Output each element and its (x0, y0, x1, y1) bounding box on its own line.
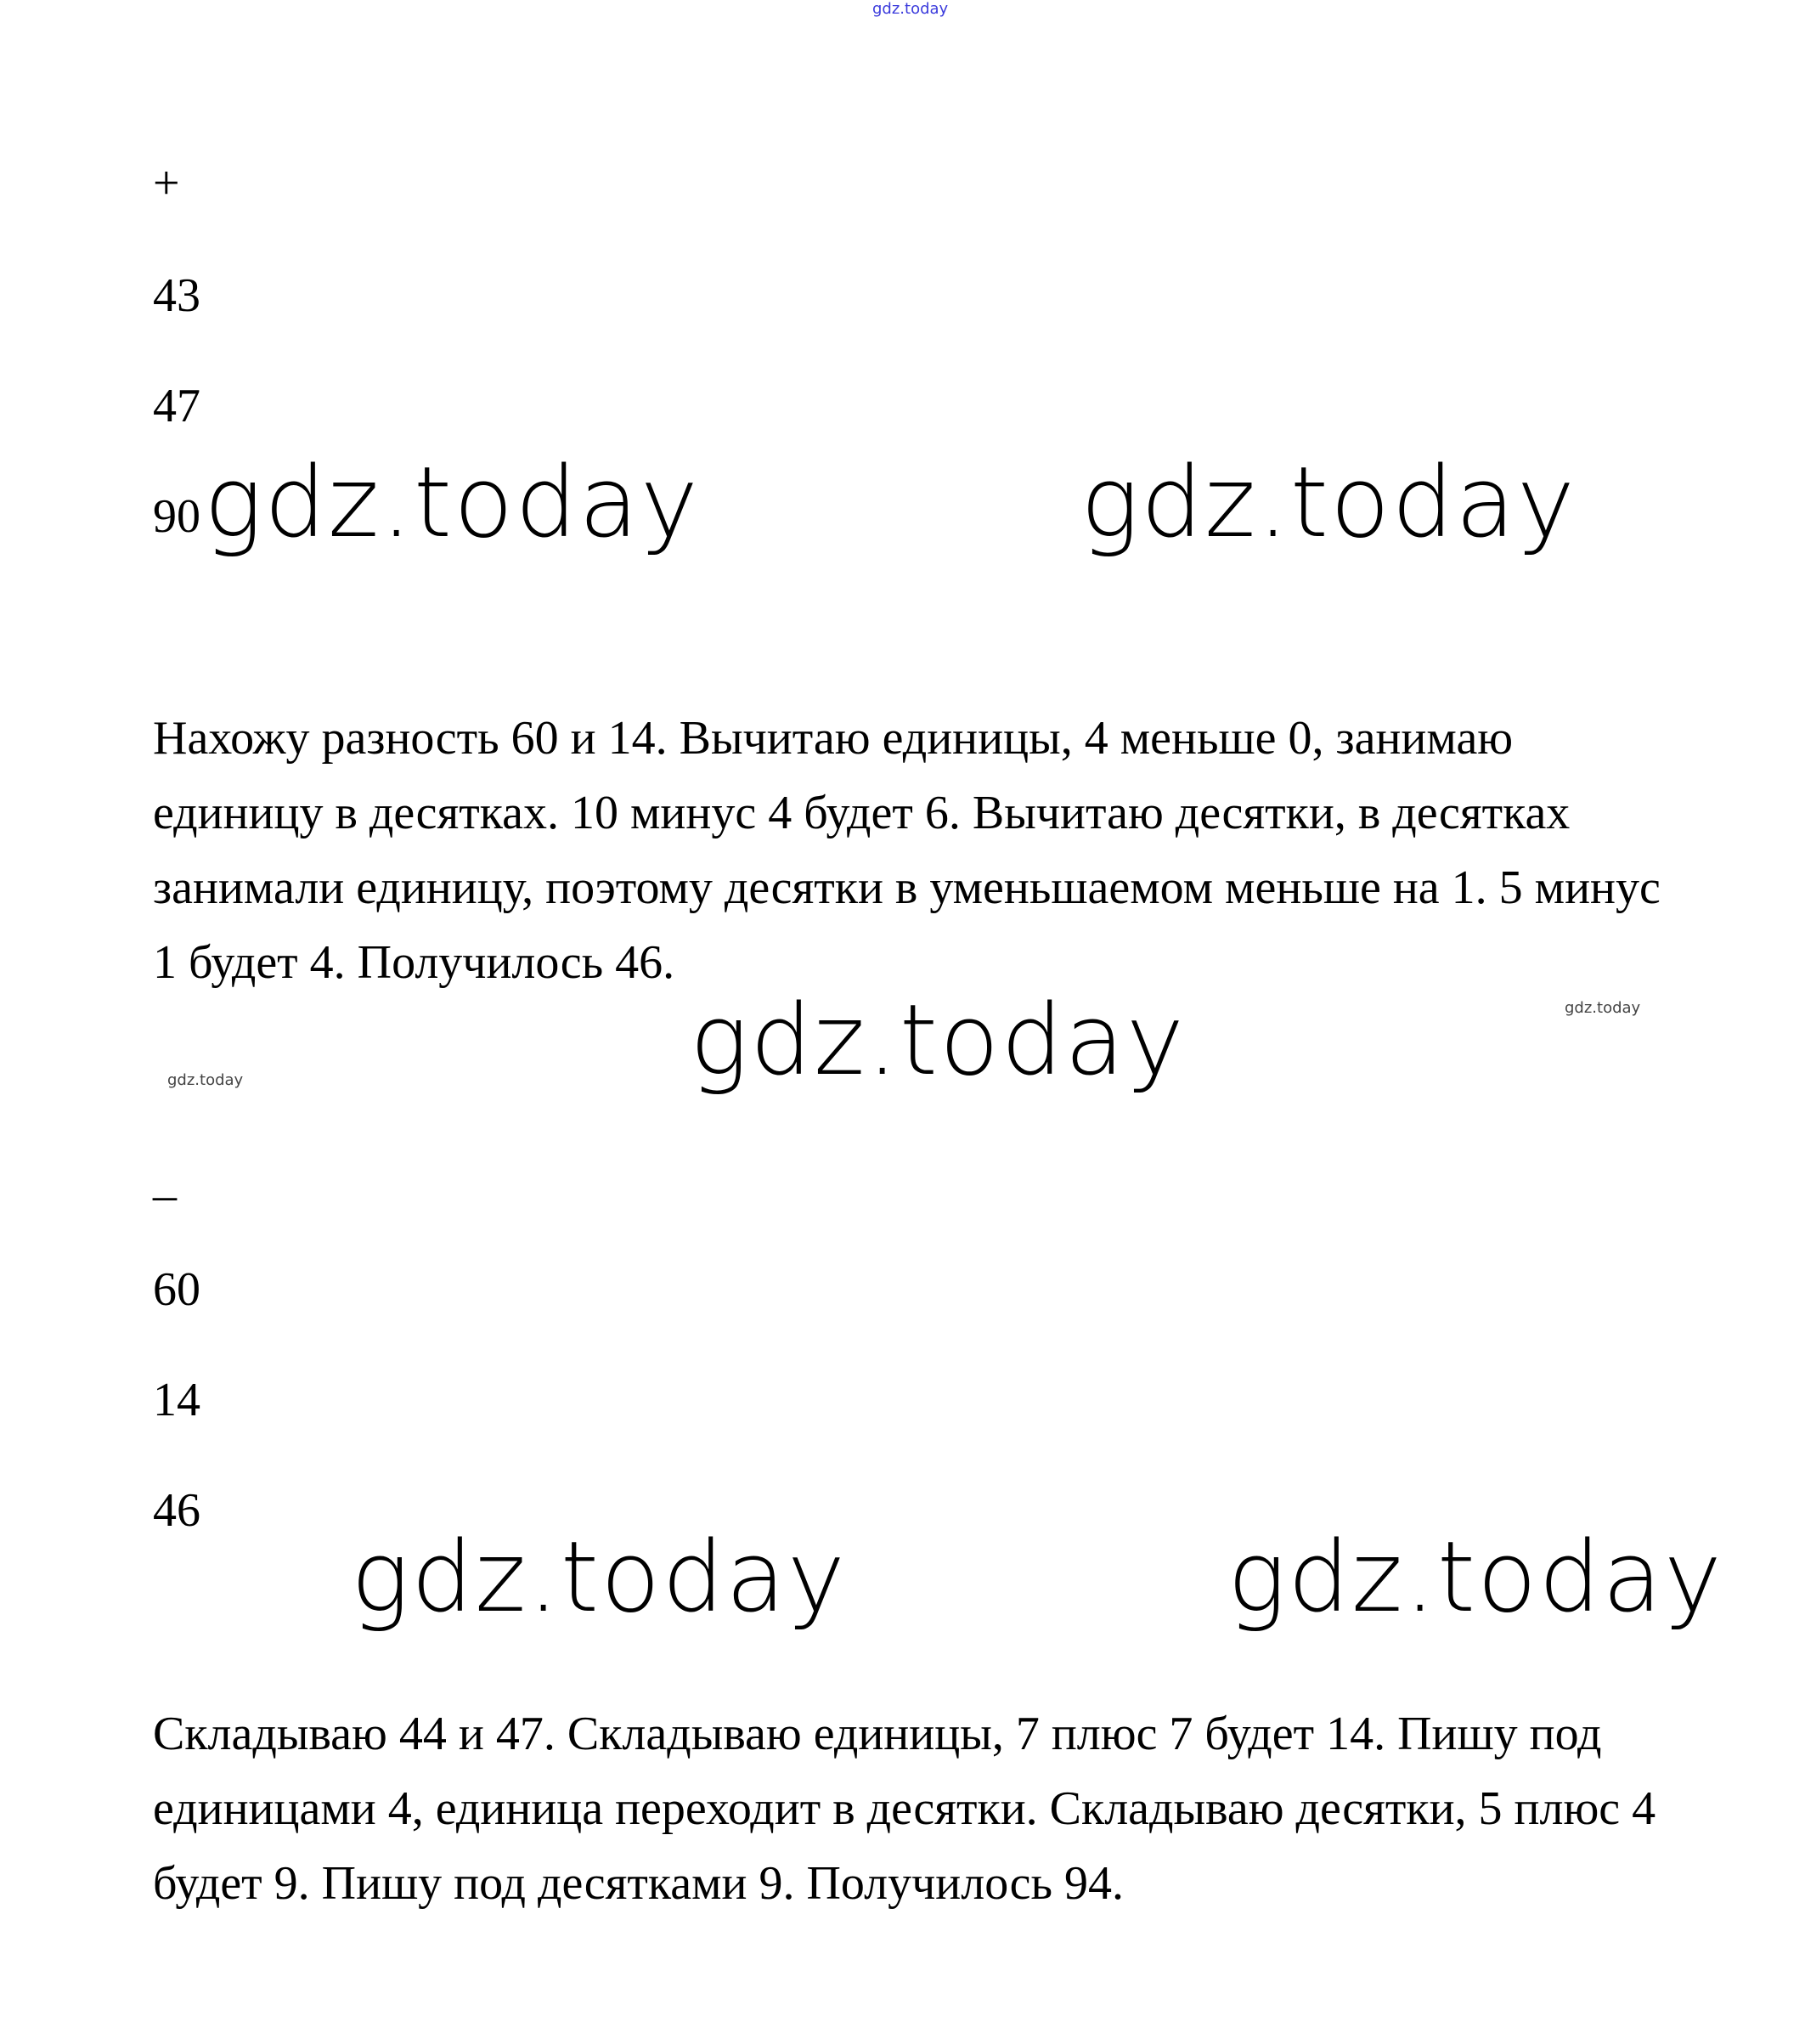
watermark-large-5: gdz.today (1227, 1521, 1723, 1635)
example2-result: 46 (153, 1484, 200, 1537)
example2-operator: _ (153, 1153, 177, 1206)
explanation-paragraph-1: Нахожу разность 60 и 14. Вычитаю единицы, 4 меньше 0, занимаю единицу в десятках. 10 минус 4 будет 6. Вычитаю десятки, в десятках занимали единицу, поэтому десятки в уменьшаемом меньше на 1. 5 минус 1 будет 4. Получилось 46. (153, 712, 1661, 989)
example2-operand2: 14 (153, 1374, 200, 1426)
watermark-large-1: gdz.today (204, 446, 700, 560)
watermark-small-1: gdz.today (1565, 999, 1641, 1017)
example1-operator: + (153, 157, 180, 210)
example1-operand1: 43 (153, 269, 200, 322)
watermark-small-2: gdz.today (167, 1071, 244, 1089)
watermark-large-2: gdz.today (1080, 446, 1577, 560)
example1-operand2: 47 (153, 380, 200, 432)
watermark-top: gdz.today (872, 0, 949, 18)
explanation-paragraph-2: Складываю 44 и 47. Складываю единицы, 7 плюс 7 будет 14. Пишу под единицами 4, единица переходит в десятки. Складываю десятки, 5 плюс 4 будет 9. Пишу под десятками 9. Получилось 94. (153, 1708, 1656, 1910)
example2-operand1: 60 (153, 1263, 200, 1316)
watermark-large-3: gdz.today (690, 984, 1186, 1098)
watermark-large-4: gdz.today (351, 1521, 847, 1635)
example1-result: 90 (153, 490, 200, 543)
